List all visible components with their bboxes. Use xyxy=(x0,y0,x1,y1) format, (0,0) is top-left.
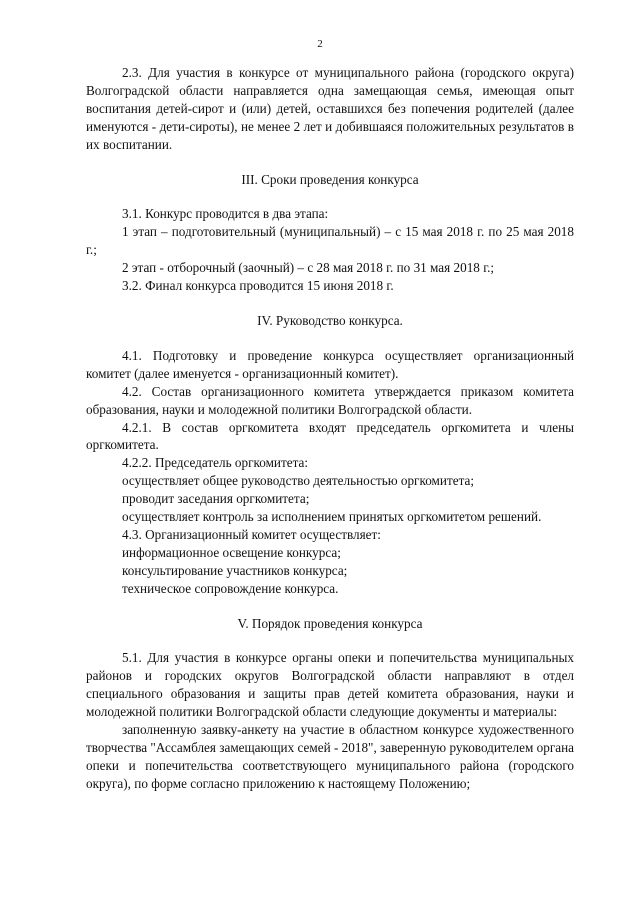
list-item: осуществляет контроль за исполнением принятых оргкомитетом решений. xyxy=(122,509,542,525)
paragraph-stage-1: 1 этап – подготовительный (муниципальный) – с 15 мая 2018 г. по 25 мая 2018 г.; xyxy=(86,224,574,258)
document-body xyxy=(86,64,574,793)
list-item: консультирование участников конкурса; xyxy=(122,562,348,578)
list-item: информационное освещение конкурса; xyxy=(122,544,341,560)
paragraph-4-1: 4.1. Подготовку и проведение конкурса осуществляет организационный комитет (далее именуется - организационный комитет). xyxy=(86,347,574,381)
section-heading-4: IV. Руководство конкурса. xyxy=(257,312,403,328)
paragraph-5-1: 5.1. Для участия в конкурсе органы опеки и попечительства муниципальных районов и городских округов Волгоградской области направляют в отдел специального образования и защиты прав детей комитета образования, науки и молодежной политики Волгоградской области следующие документы и материалы: xyxy=(86,650,574,720)
paragraph-3-2: 3.2. Финал конкурса проводится 15 июня 2018 г. xyxy=(122,278,394,294)
section-heading-3: III. Сроки проведения конкурса xyxy=(241,171,419,187)
paragraph-3-1: 3.1. Конкурс проводится в два этапа: xyxy=(122,206,329,222)
paragraph-4-3: 4.3. Организационный комитет осуществляет: xyxy=(122,526,381,542)
list-item: осуществляет общее руководство деятельностью оргкомитета; xyxy=(122,473,475,489)
paragraph-4-2-2: 4.2.2. Председатель оргкомитета: xyxy=(122,455,309,471)
section-heading-5: V. Порядок проведения конкурса xyxy=(237,615,423,631)
list-item: проводит заседания оргкомитета; xyxy=(122,491,310,507)
paragraph-4-2: 4.2. Состав организационного комитета утверждается приказом комитета образования, науки и молодежной политики Волгоградской области. xyxy=(86,383,574,417)
paragraph-2-3: 2.3. Для участия в конкурсе от муниципального района (городского округа) Волгоградской области направляется одна замещающая семья, имеющая опыт воспитания детей-сирот и (или) детей, оставшихся без попечения родителей (далее именуются - дети-сироты), не менее 2 лет и добившаяся положительных результатов в их воспитании. xyxy=(86,65,574,152)
paragraph-stage-2: 2 этап - отборочный (заочный) – с 28 мая 2018 г. по 31 мая 2018 г.; xyxy=(122,260,495,276)
paragraph-application-form: заполненную заявку-анкету на участие в областном конкурсе художественного творчества "Ассамблея замещающих семей - 2018", заверенную руководителем органа опеки и попечительства соответствующего муниципального района (городского округа), по форме согласно приложению к настоящему Положению; xyxy=(86,722,574,791)
list-item: техническое сопровождение конкурса. xyxy=(122,580,339,596)
paragraph-4-2-1: 4.2.1. В состав оргкомитета входят председатель оргкомитета и члены оргкомитета. xyxy=(86,419,574,453)
page-number: 2 xyxy=(317,38,323,50)
